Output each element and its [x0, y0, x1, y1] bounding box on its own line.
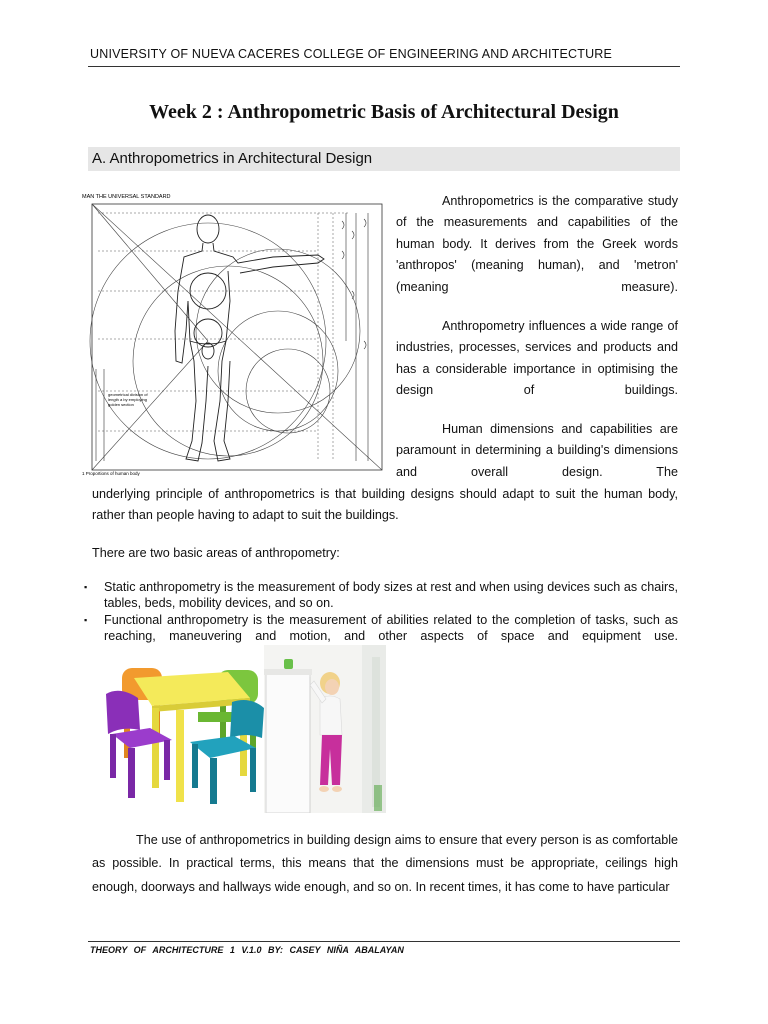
human-proportions-drawing — [78, 191, 384, 478]
paragraph-comfort: The use of anthropometrics in building design aims to ensure that every person is as comfortable as possible. In practical terms, this means that the dimensions must be appropriate, ceilings high enough, doorways and hallways wide enough, and so on. In recent times, it has come to have particular — [92, 833, 678, 894]
paragraph-dimensions: Human dimensions and capabilities are paramount in determining a building's dimensions and overall design. The — [396, 422, 678, 479]
bullet-text: Static anthropometry is the measurement of body sizes at rest and when using devices such as chairs, tables, beds, mobility devices, and so on. — [104, 580, 678, 610]
paragraph-two-areas: There are two basic areas of anthropometry: — [92, 546, 340, 560]
bullet-marker: ▪ — [84, 582, 88, 592]
bullet-marker: ▪ — [84, 615, 88, 625]
anthropometry-bullet-list — [84, 580, 678, 646]
header-rule — [88, 66, 680, 67]
svg-text:length a by employing: length a by employing — [108, 397, 147, 402]
section-heading: A. Anthropometrics in Architectural Design — [92, 150, 373, 167]
figure-caption-bottom: 1 Proportions of human body — [82, 471, 140, 476]
footer-rule — [88, 941, 680, 942]
page-header: UNIVERSITY OF NUEVA CACERES COLLEGE OF ENGINEERING AND ARCHITECTURE — [90, 47, 613, 61]
kids-table-chairs-photo — [100, 650, 268, 812]
page-footer: THEORY OF ARCHITECTURE 1 V.1.0 BY: CASEY NIÑA ABALAYAN — [90, 945, 404, 955]
bullet-text: Functional anthropometry is the measurement of abilities related to the completion of tasks, such as reaching, maneuvering and motion, and other aspects of space and equipment use. — [104, 613, 678, 643]
figure-caption-top: MAN THE UNIVERSAL STANDARD — [82, 194, 171, 200]
green-cup — [284, 659, 293, 669]
cabinet — [264, 659, 312, 813]
child-reaching-photo — [264, 645, 386, 813]
figure-note: geometrical division of — [108, 392, 148, 397]
svg-text:golden section: golden section — [108, 402, 134, 407]
anthropometric-figure — [78, 191, 384, 478]
bullet-static — [84, 580, 678, 611]
paragraph-industries: Anthropometry influences a wide range of industries, processes, services and products and has a considerable importance in optimising the design of buildings. — [396, 319, 678, 398]
paragraph-principle: underlying principle of anthropometrics is that building designs should adapt to suit the human body, rather than people having to adapt to suit the buildings. — [92, 487, 678, 523]
page-title: Week 2 : Anthropometric Basis of Architectural Design — [149, 101, 619, 123]
bullet-functional — [84, 613, 678, 644]
paragraph-definition: Anthropometrics is the comparative study of the measurements and capabilities of the human body. It derives from the Greek words 'anthropos' (meaning human), and 'metron' (meaning measure). — [396, 194, 678, 294]
